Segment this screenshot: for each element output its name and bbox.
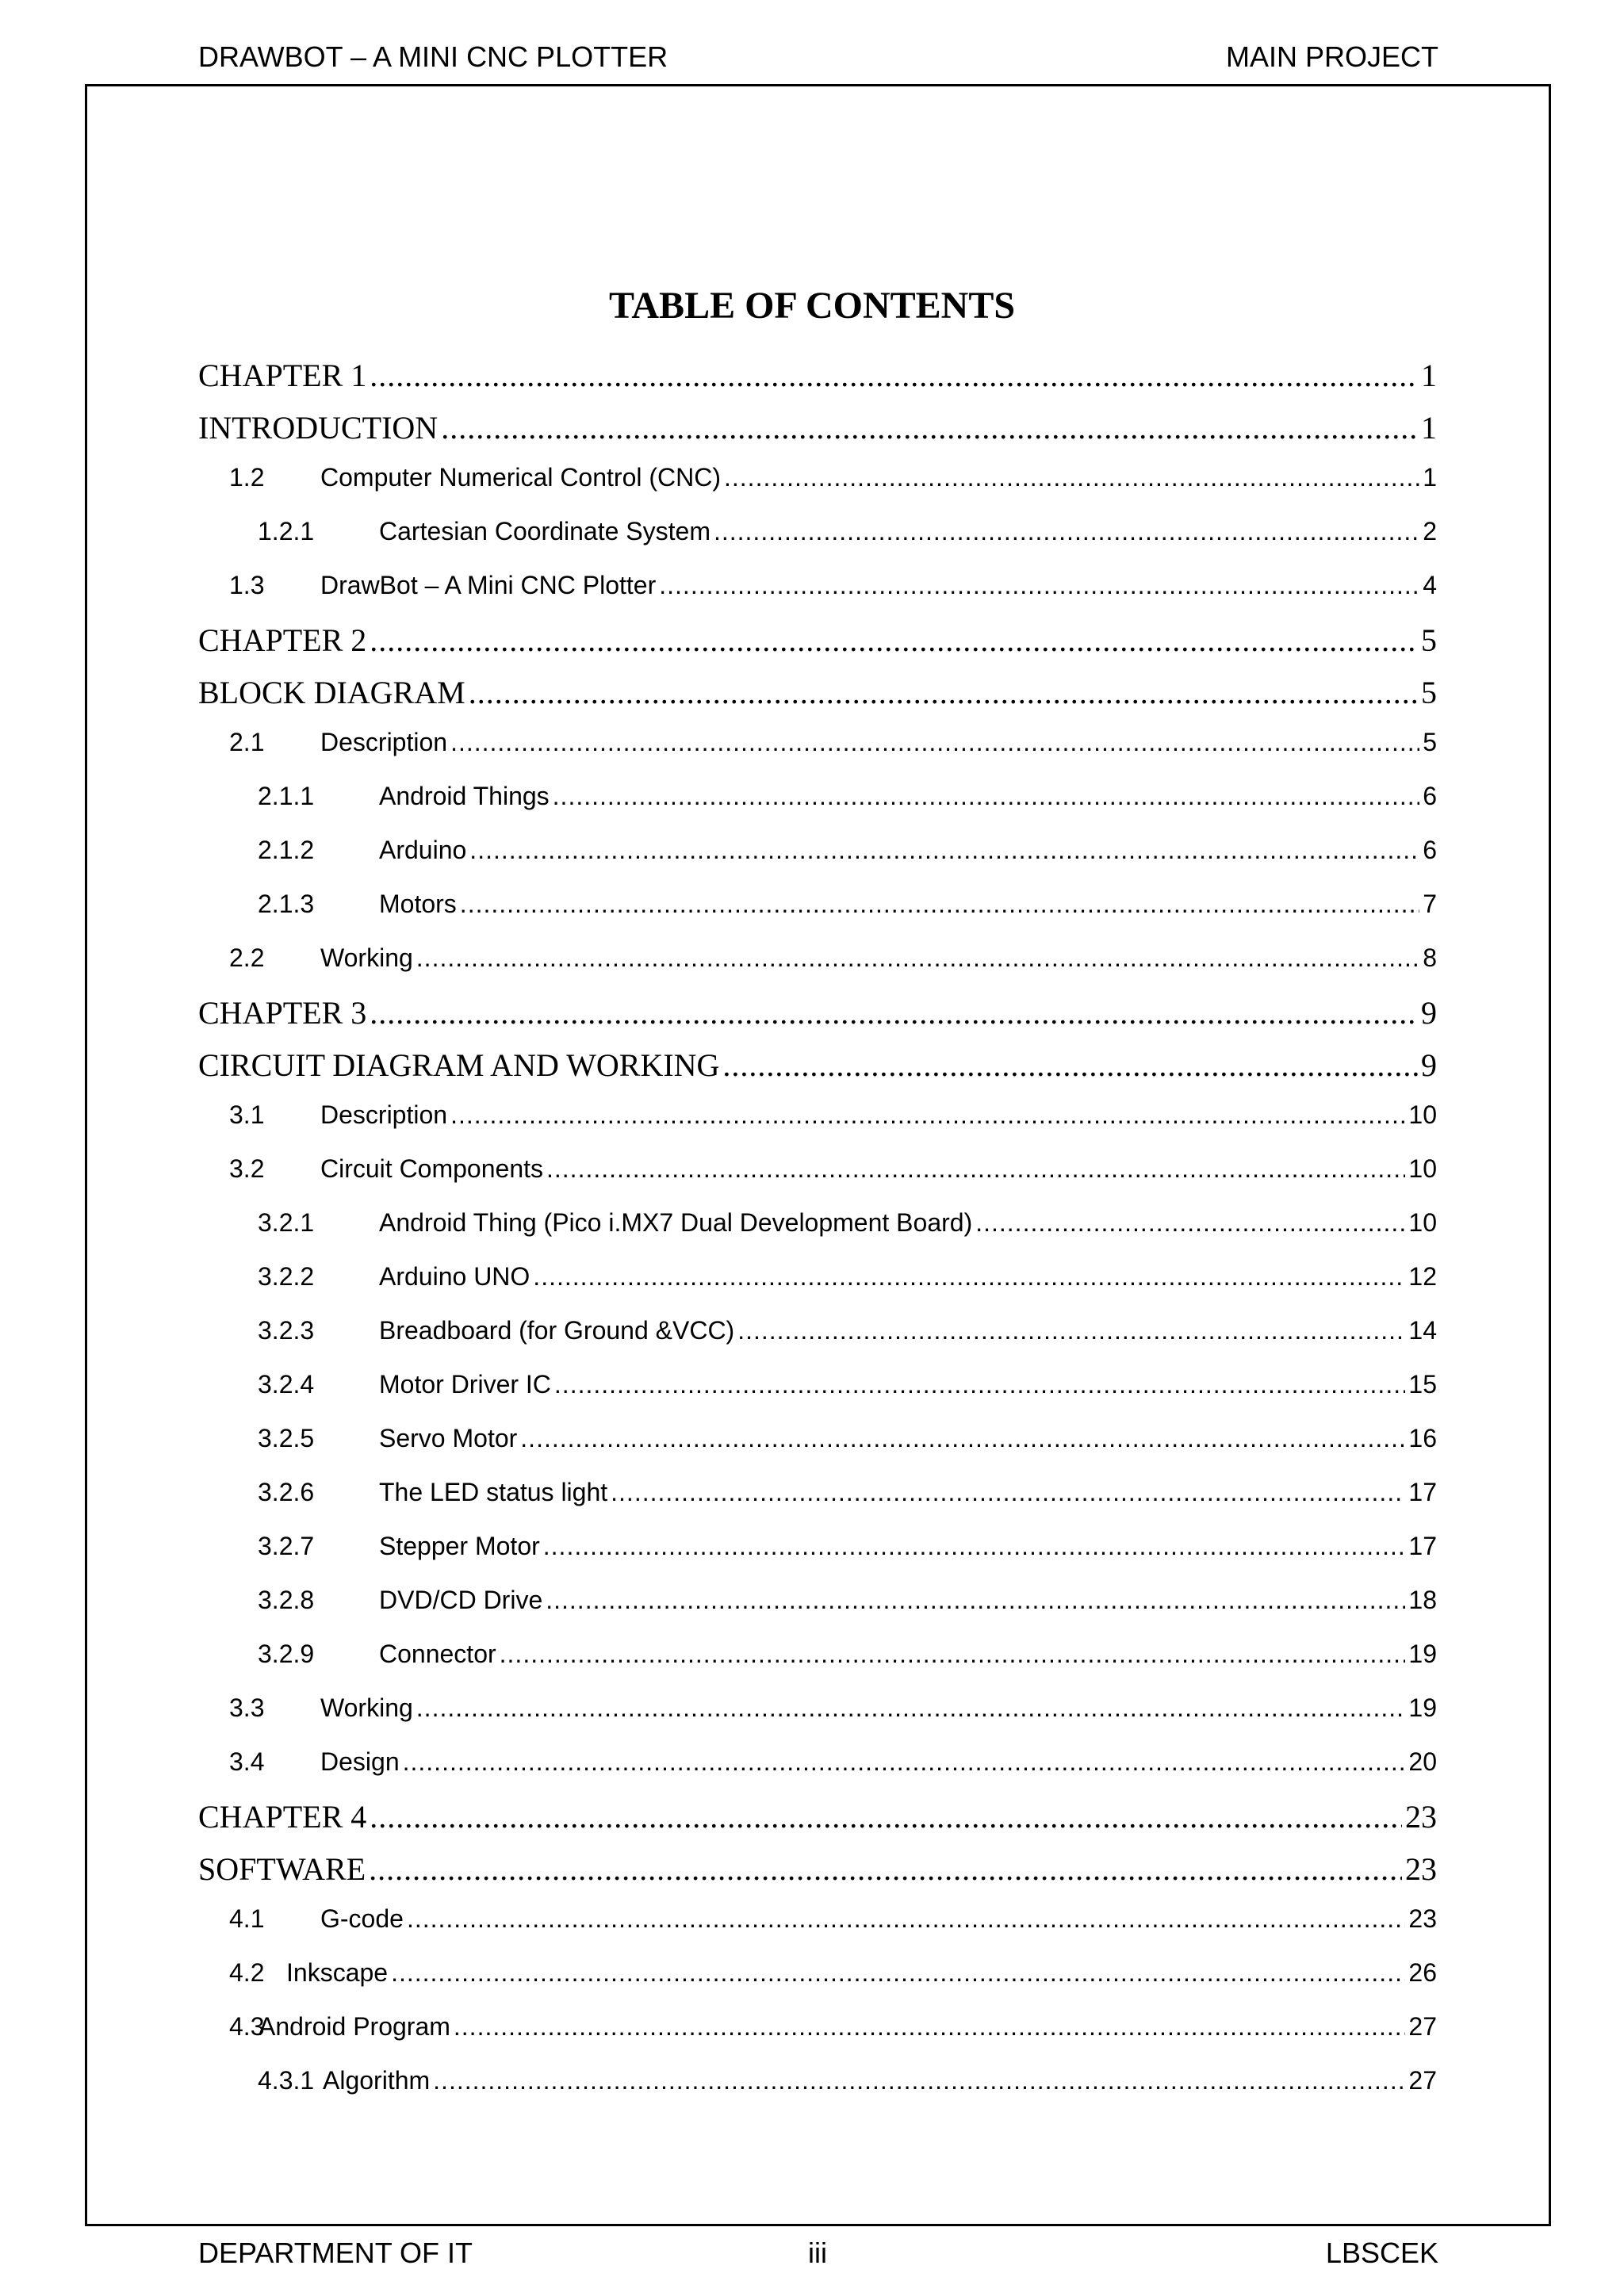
toc-entry-page: 1 — [1421, 410, 1437, 446]
toc-entry-title: CHAPTER 2 — [198, 622, 367, 658]
toc-entry-page: 20 — [1408, 1747, 1437, 1776]
footer-page-number: iii — [808, 2237, 827, 2269]
toc-entry-number: 3.2.9 — [258, 1640, 315, 1668]
toc-entry-title: Motor Driver IC — [379, 1370, 551, 1399]
toc-entry-title: G-code — [320, 1904, 404, 1933]
toc-entry — [198, 674, 1437, 721]
toc-entry-page: 1 — [1421, 358, 1437, 393]
toc-entry-page: 5 — [1421, 622, 1437, 658]
toc-entry-title: Algorithm — [323, 2066, 431, 2095]
toc-entry-page: 9 — [1421, 995, 1437, 1031]
toc-dot-leader — [724, 463, 1419, 492]
toc-entry-title: DrawBot – A Mini CNC Plotter — [320, 571, 657, 599]
toc-entry — [258, 836, 1437, 883]
toc-entry-page: 6 — [1423, 782, 1437, 810]
toc-entry-page: 7 — [1423, 890, 1437, 918]
toc-dot-leader — [546, 1154, 1405, 1184]
toc-entry — [198, 994, 1437, 1042]
running-header-project: MAIN PROJECT — [1225, 40, 1438, 73]
toc-entry — [229, 1747, 1437, 1795]
toc-entry — [258, 1262, 1437, 1310]
toc-entry — [258, 1424, 1437, 1471]
toc-dot-leader — [391, 1958, 1405, 1988]
toc-entry-title: Servo Motor — [379, 1424, 518, 1452]
toc-dot-leader — [714, 517, 1419, 546]
toc-entry-page: 23 — [1408, 1904, 1437, 1933]
toc-entry — [229, 1904, 1437, 1952]
toc-entry-title: Motors — [379, 890, 457, 918]
toc-entry-title: Android Things — [379, 782, 550, 810]
toc-dot-leader — [416, 943, 1419, 973]
footer-department: DEPARTMENT OF IT — [198, 2237, 473, 2269]
toc-dot-leader — [460, 890, 1419, 919]
toc-entry — [258, 1208, 1437, 1256]
toc-entry-page: 19 — [1408, 1693, 1437, 1722]
toc-entry — [229, 1100, 1437, 1148]
toc-entry — [198, 1047, 1437, 1094]
toc-entry-page: 6 — [1423, 836, 1437, 864]
toc-entry-number: 2.1.2 — [258, 836, 315, 864]
toc-entry-page: 27 — [1408, 2012, 1437, 2041]
toc-entry — [258, 2066, 1437, 2114]
toc-entry-page: 5 — [1423, 728, 1437, 756]
toc-dot-leader — [546, 1586, 1405, 1615]
toc-entry-title: Stepper Motor — [379, 1532, 540, 1560]
toc-entry-number: 1.3 — [229, 571, 265, 599]
toc-dot-leader — [554, 1370, 1406, 1399]
toc-entry — [198, 622, 1437, 669]
toc-entry-number: 3.2 — [229, 1154, 265, 1183]
toc-entry-page: 17 — [1408, 1478, 1437, 1506]
toc-entry-title: Circuit Components — [320, 1154, 543, 1183]
toc-entry-title: CIRCUIT DIAGRAM AND WORKING — [198, 1047, 720, 1083]
toc-entry-number: 3.4 — [229, 1747, 265, 1776]
toc-dot-leader — [370, 994, 1418, 1031]
toc-entry-number: 3.2.1 — [258, 1208, 315, 1237]
toc-dot-leader — [520, 1424, 1405, 1453]
toc-entry-title: Connector — [379, 1640, 496, 1668]
toc-entry — [229, 463, 1437, 511]
toc-dot-leader — [441, 409, 1418, 446]
toc-entry-page: 14 — [1408, 1316, 1437, 1345]
toc-entry-page: 10 — [1408, 1100, 1437, 1129]
toc-dot-leader — [370, 622, 1418, 659]
toc-entry — [229, 1693, 1437, 1741]
toc-entry-page: 10 — [1408, 1154, 1437, 1183]
toc-entry-title: The LED status light — [379, 1478, 608, 1506]
toc-entry — [198, 1798, 1437, 1846]
toc-dot-leader — [450, 728, 1419, 757]
toc-entry-title: Working — [320, 943, 413, 972]
toc-dot-leader — [370, 1798, 1402, 1835]
toc-title: TABLE OF CONTENTS — [608, 285, 1016, 327]
toc-entry-page: 19 — [1408, 1640, 1437, 1668]
toc-dot-leader — [722, 1047, 1418, 1084]
toc-entry-number: 4.3.1 — [258, 2066, 315, 2095]
toc-entry — [229, 728, 1437, 775]
toc-entry — [198, 1850, 1437, 1898]
toc-entry — [198, 357, 1437, 404]
toc-entry-page: 1 — [1423, 463, 1437, 492]
toc-entry-page: 23 — [1405, 1799, 1437, 1835]
toc-entry-title: Computer Numerical Control (CNC) — [320, 463, 721, 492]
toc-dot-leader — [975, 1208, 1405, 1238]
toc-entry-number: 4.1 — [229, 1904, 265, 1933]
toc-dot-leader — [500, 1640, 1406, 1669]
toc-entry-title: CHAPTER 4 — [198, 1799, 367, 1835]
toc-entry-title: Description — [320, 1100, 448, 1129]
toc-entry-title: Arduino UNO — [379, 1262, 530, 1291]
toc-entry-title: SOFTWARE — [198, 1851, 366, 1887]
toc-entry-title: CHAPTER 3 — [198, 995, 367, 1031]
toc-entry-page: 5 — [1421, 675, 1437, 710]
toc-entry-page: 9 — [1421, 1047, 1437, 1083]
toc-entry-title: INTRODUCTION — [198, 410, 439, 446]
toc-entry-page: 18 — [1408, 1586, 1437, 1614]
toc-entry-title: BLOCK DIAGRAM — [198, 675, 465, 710]
toc-entry-number: 3.2.3 — [258, 1316, 315, 1345]
toc-entry-number: 3.2.7 — [258, 1532, 315, 1560]
toc-entry-page: 8 — [1423, 943, 1437, 972]
toc-entry-number: 1.2.1 — [258, 517, 315, 545]
toc-entry-page: 16 — [1408, 1424, 1437, 1452]
toc-entry — [258, 782, 1437, 829]
toc-dot-leader — [407, 1904, 1405, 1934]
toc-entry-title: Working — [320, 1693, 413, 1722]
toc-entry-title: CHAPTER 1 — [198, 358, 367, 393]
toc-entry-title: Android Program — [259, 2012, 450, 2041]
running-header-title: DRAWBOT – A MINI CNC PLOTTER — [198, 40, 668, 73]
toc-dot-leader — [533, 1262, 1405, 1292]
toc-entry — [258, 1478, 1437, 1525]
toc-entry-number: 2.2 — [229, 943, 265, 972]
toc-entry-page: 12 — [1408, 1262, 1437, 1291]
toc-dot-leader — [543, 1532, 1406, 1561]
toc-entry-title: Arduino — [379, 836, 467, 864]
toc-entry — [229, 1958, 1437, 2006]
toc-entry-page: 17 — [1408, 1532, 1437, 1560]
toc-entry-title: Cartesian Coordinate System — [379, 517, 710, 545]
toc-entry-number: 2.1.1 — [258, 782, 315, 810]
toc-dot-leader — [659, 571, 1419, 600]
toc-entry-page: 2 — [1423, 517, 1437, 545]
toc-entry — [258, 890, 1437, 937]
toc-entry-title: Android Thing (Pico i.MX7 Dual Development Board) — [379, 1208, 973, 1237]
toc-entry-page: 27 — [1408, 2066, 1437, 2095]
toc-entry-number: 2.1 — [229, 728, 265, 756]
toc-entry-number: 4.3 — [229, 2012, 265, 2041]
toc-entry-number: 4.2 — [229, 1958, 265, 1987]
toc-entry-page: 4 — [1423, 571, 1437, 599]
toc-entry — [258, 1586, 1437, 1633]
toc-entry — [198, 409, 1437, 457]
toc-entry-number: 2.1.3 — [258, 890, 315, 918]
toc-entry-number: 1.2 — [229, 463, 265, 492]
toc-entry-number: 3.2.5 — [258, 1424, 315, 1452]
toc-dot-leader — [450, 1100, 1405, 1130]
toc-entry — [229, 571, 1437, 618]
toc-entry — [258, 517, 1437, 564]
toc-entry-page: 10 — [1408, 1208, 1437, 1237]
toc-dot-leader — [370, 357, 1418, 394]
toc-entry-number: 3.2.6 — [258, 1478, 315, 1506]
toc-dot-leader — [469, 674, 1418, 711]
toc-entry-number: 3.2.4 — [258, 1370, 315, 1399]
toc-dot-leader — [433, 2066, 1405, 2095]
toc-entry — [229, 1154, 1437, 1202]
toc-entry-number: 3.2.2 — [258, 1262, 315, 1291]
toc-entry-title: DVD/CD Drive — [379, 1586, 543, 1614]
toc-dot-leader — [469, 836, 1419, 865]
toc-dot-leader — [553, 782, 1420, 811]
toc-entry-page: 26 — [1408, 1958, 1437, 1987]
footer-college: LBSCEK — [1325, 2237, 1438, 2269]
toc-entry — [258, 1370, 1437, 1418]
toc-entry-title: Breadboard (for Ground &VCC) — [379, 1316, 735, 1345]
toc-dot-leader — [454, 2012, 1406, 2042]
toc-entry-number: 3.1 — [229, 1100, 265, 1129]
toc-entry-page: 23 — [1405, 1851, 1437, 1887]
toc-entry — [229, 943, 1437, 991]
toc-entry — [229, 2012, 1437, 2060]
toc-entry-title: Inkscape — [286, 1958, 389, 1987]
toc-dot-leader — [403, 1747, 1406, 1777]
toc-dot-leader — [737, 1316, 1405, 1345]
toc-entry — [258, 1640, 1437, 1687]
toc-entry-number: 3.3 — [229, 1693, 265, 1722]
toc-dot-leader — [416, 1693, 1406, 1723]
toc-entry — [258, 1316, 1437, 1364]
toc-dot-leader — [369, 1850, 1402, 1888]
toc-entry-title: Design — [320, 1747, 400, 1776]
toc-entry-page: 15 — [1408, 1370, 1437, 1399]
toc-dot-leader — [611, 1478, 1405, 1507]
toc-entry-title: Description — [320, 728, 448, 756]
toc-entry-number: 3.2.8 — [258, 1586, 315, 1614]
toc-entry — [258, 1532, 1437, 1579]
